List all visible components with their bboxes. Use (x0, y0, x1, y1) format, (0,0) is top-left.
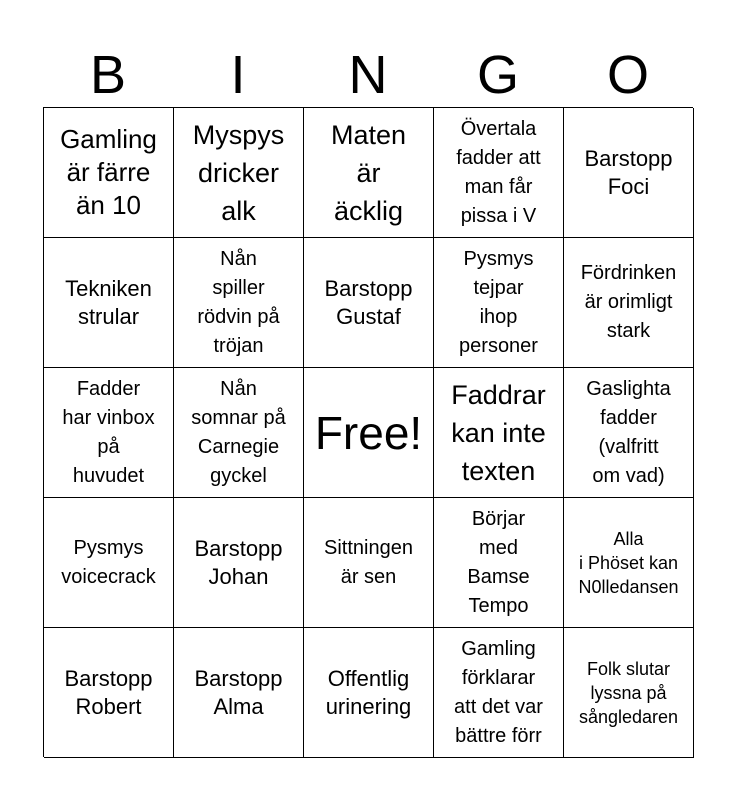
header-letter-n: N (348, 45, 388, 105)
bingo-cell[interactable]: Gamling förklarar att det var bättre förr (434, 628, 564, 758)
bingo-cell[interactable]: Nån spiller rödvin på tröjan (174, 238, 304, 368)
bingo-cell[interactable]: Nån somnar på Carnegie gyckel (174, 368, 304, 498)
header-letter-g: G (476, 45, 519, 105)
bingo-cell[interactable]: Myspys dricker alk (174, 108, 304, 238)
bingo-cell[interactable]: Börjar med Bamse Tempo (434, 498, 564, 628)
bingo-cell[interactable]: Barstopp Alma (174, 628, 304, 758)
bingo-cell[interactable]: Övertala fadder att man får pissa i V (434, 108, 564, 238)
bingo-cell[interactable]: Fördrinken är orimligt stark (564, 238, 694, 368)
bingo-cell[interactable]: Pysmys tejpar ihop personer (434, 238, 564, 368)
bingo-cell[interactable]: Barstopp Foci (564, 108, 694, 238)
bingo-cell[interactable]: Maten är äcklig (304, 108, 434, 238)
bingo-cell[interactable]: Fadder har vinbox på huvudet (44, 368, 174, 498)
bingo-cell[interactable]: Barstopp Robert (44, 628, 174, 758)
bingo-cell[interactable]: Folk slutar lyssna på sångledaren (564, 628, 694, 758)
bingo-cell[interactable]: Faddrar kan inte texten (434, 368, 564, 498)
bingo-header (43, 44, 693, 106)
bingo-cell[interactable]: Barstopp Gustaf (304, 238, 434, 368)
header-letter-o: O (606, 45, 649, 105)
bingo-board (43, 107, 693, 757)
bingo-cell[interactable]: Tekniken strular (44, 238, 174, 368)
bingo-cell[interactable]: Offentlig urinering (304, 628, 434, 758)
bingo-cell[interactable]: Barstopp Johan (174, 498, 304, 628)
bingo-cell[interactable]: Gamling är färre än 10 (44, 108, 174, 238)
header-letter-i: I (230, 45, 246, 105)
bingo-cell[interactable]: Alla i Phöset kan N0lledansen (564, 498, 694, 628)
bingo-cell[interactable]: Sittningen är sen (304, 498, 434, 628)
free-cell[interactable]: Free! (304, 368, 434, 498)
bingo-cell[interactable]: Pysmys voicecrack (44, 498, 174, 628)
header-letter-b: B (89, 45, 127, 105)
bingo-cell[interactable]: Gaslighta fadder (valfritt om vad) (564, 368, 694, 498)
